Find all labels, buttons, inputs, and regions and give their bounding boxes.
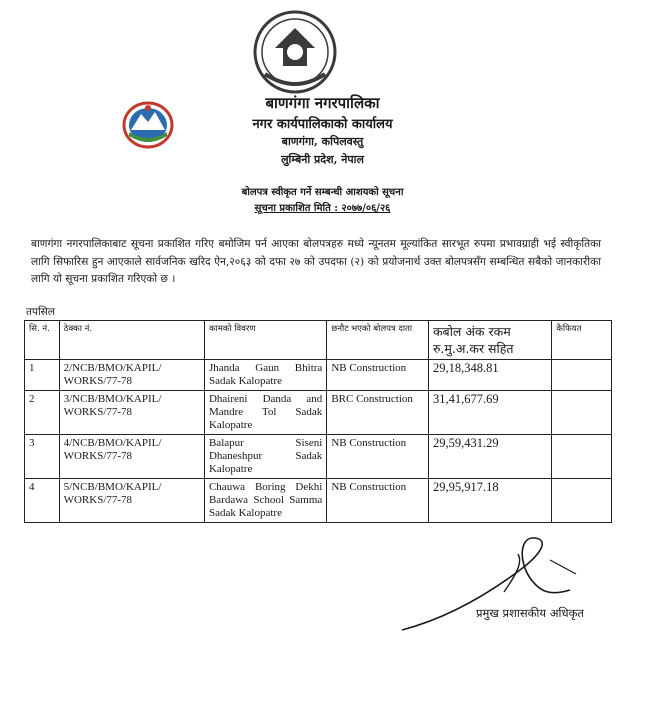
- notice-body: बाणगंगा नगरपालिकाबाट सूचना प्रकाशित गरिए बमोजिम पर्न आएका बोलपत्रहरु मध्ये न्यूनतम मूल्यांकित सारभूत रुपमा प्रभावग्राही भई स्वीकृतिका लागि सिफारिस हुन आएकाले सार्वजनिक खरिद ऐन,२०६३ को दफा २७ को उपदफा (२) को प्रयोजनार्थ उक्त बोलपत्रसँग सम्बन्धित सबैको जानकारीका लागि यो सूचना प्रकाशित गरिएको छ ।: [31, 238, 601, 285]
- cell-bidder: NB Construction: [327, 435, 429, 479]
- cell-sn: 4: [25, 479, 60, 523]
- cell-bidder: NB Construction: [327, 360, 429, 391]
- table-row: [25, 435, 612, 479]
- cell-sn: 2: [25, 391, 60, 435]
- office-name: बाणगंगा नगरपालिका: [265, 94, 380, 112]
- cell-amount: 31,41,677.69: [428, 391, 551, 435]
- cell-bidder: NB Construction: [327, 479, 429, 523]
- cell-sn: 1: [25, 360, 60, 391]
- table-row: [25, 360, 612, 391]
- signatory-title: प्रमुख प्रशासकीय अधिकृत: [476, 606, 584, 620]
- cell-work: Balapur Siseni Dhaneshpur Sadak Kalopatre: [204, 435, 326, 479]
- table-row: [25, 391, 612, 435]
- cell-amount: 29,18,348.81: [428, 360, 551, 391]
- cell-contract: 2/NCB/BMO/KAPIL/ WORKS/77-78: [59, 360, 204, 391]
- col-header-amount: कबोल अंक रकम रु.मु.अ.कर सहित: [428, 321, 551, 360]
- cell-remarks: [552, 435, 612, 479]
- col-header-work: कामको विवरण: [204, 321, 326, 360]
- cell-sn: 3: [25, 435, 60, 479]
- col-header-contract: ठेक्का नं.: [59, 321, 204, 360]
- office-subtitle: नगर कार्यपालिकाको कार्यालय: [252, 117, 393, 132]
- cell-amount: 29,95,917.18: [428, 479, 551, 523]
- table-header-row: [25, 321, 612, 360]
- col-header-remarks: कैफियत: [552, 321, 612, 360]
- cell-work: Dhaireni Danda and Mandre Tol Sadak Kalopatre: [204, 391, 326, 435]
- cell-contract: 4/NCB/BMO/KAPIL/ WORKS/77-78: [59, 435, 204, 479]
- office-address-line2: लुम्बिनी प्रदेश, नेपाल: [281, 153, 364, 166]
- cell-remarks: [552, 360, 612, 391]
- cell-amount: 29,59,431.29: [428, 435, 551, 479]
- cell-remarks: [552, 479, 612, 523]
- handwritten-signature: [400, 530, 590, 640]
- cell-bidder: BRC Construction: [327, 391, 429, 435]
- municipality-seal: [247, 8, 343, 98]
- cell-contract: 3/NCB/BMO/KAPIL/ WORKS/77-78: [59, 391, 204, 435]
- cell-remarks: [552, 391, 612, 435]
- section-label: तपसिल: [26, 306, 55, 318]
- office-address-line1: बाणगंगा, कपिलवस्तु: [281, 135, 364, 148]
- notice-date: सूचना प्रकाशित मिति : २०७७/०६/२६: [254, 203, 391, 214]
- cell-work: Jhanda Gaun Bhitra Sadak Kalopatre: [204, 360, 326, 391]
- cell-contract: 5/NCB/BMO/KAPIL/ WORKS/77-78: [59, 479, 204, 523]
- col-header-sn: सि. नं.: [25, 321, 60, 360]
- bid-table: [24, 320, 612, 523]
- col-header-bidder: छनौट भएको बोलपत्र दाता: [327, 321, 429, 360]
- table-row: [25, 479, 612, 523]
- cell-work: Chauwa Boring Dekhi Bardawa School Samma Sadak Kalopatre: [204, 479, 326, 523]
- notice-title: बोलपत्र स्वीकृत गर्ने सम्बन्धी आशयको सूचना: [241, 187, 404, 198]
